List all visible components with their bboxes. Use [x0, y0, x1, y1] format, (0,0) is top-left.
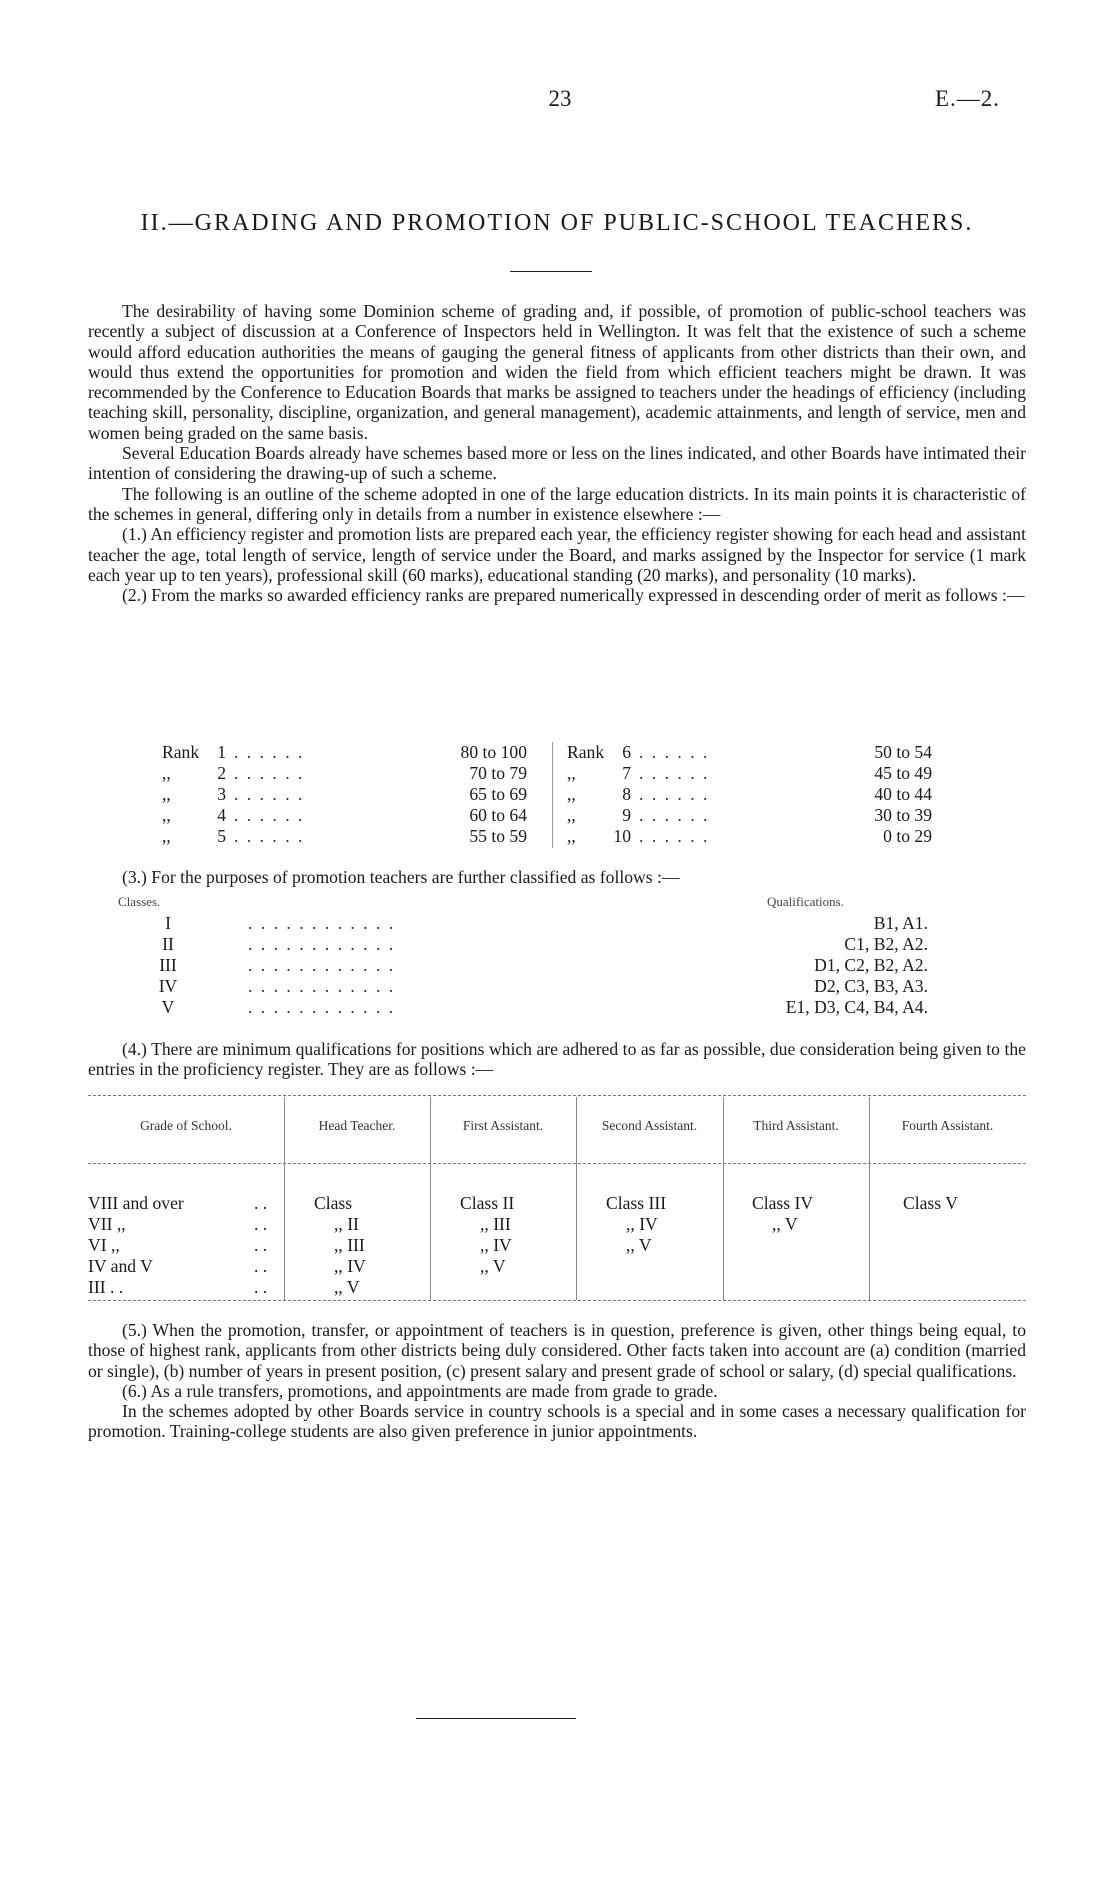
rank-row — [162, 742, 542, 763]
rank-range: 60 to 64 — [469, 805, 527, 825]
paragraph: (1.) An efficiency register and promotion lists are prepared each year, the efficiency register showing for each head and assistant teacher the age, total length of service, length of service under the Board, and marks assigned by the Inspector for service (1 mark each year up to ten years), professional skill (60 marks), educational standing (20 marks), and personality (10 marks). — [88, 524, 1026, 585]
header-second-assistant: Second Assistant. — [601, 1118, 698, 1133]
grade-cell: VI ,, — [88, 1235, 120, 1255]
rank-range: 45 to 49 — [874, 763, 932, 783]
leader-dots: . . . . . . — [639, 784, 710, 804]
rank-number: 8 — [622, 784, 631, 804]
head-teacher-cell: ,, IV — [334, 1256, 366, 1276]
title-rule — [510, 271, 592, 272]
rank-row — [567, 805, 947, 826]
class-row — [138, 934, 928, 955]
paragraph: The following is an outline of the scheme adopted in one of the large education districts. In its main points it is characteristic of the schemes in general, differing only in details from a number in existence elsewhere :— — [88, 483, 1026, 524]
class-row — [138, 913, 928, 934]
third-assistant-cell: Class IV — [752, 1193, 814, 1213]
class-row — [138, 997, 928, 1018]
rank-row — [162, 784, 542, 805]
second-assistant-cell: ,, IV — [626, 1214, 658, 1234]
header-head-teacher: Head Teacher. — [318, 1118, 396, 1133]
second-assistant-cell: ,, V — [626, 1235, 652, 1255]
paragraph-3 — [88, 867, 1026, 887]
class-row — [138, 955, 928, 976]
first-assistant-cell: ,, IV — [480, 1235, 512, 1255]
rank-range: 80 to 100 — [460, 742, 527, 762]
leader-dots: . . — [254, 1277, 268, 1297]
leader-dots: . . . . . . — [234, 805, 305, 825]
leader-dots: . . . . . . . . . . . . — [248, 934, 396, 954]
header-first-assistant: First Assistant. — [462, 1118, 544, 1133]
leader-dots: . . — [254, 1235, 268, 1255]
rank-label: ,, — [567, 763, 576, 783]
paragraph: Several Education Boards already have schemes based more or less on the lines indicated, and other Boards have intimated their intention of considering the drawing-up of such a scheme. — [88, 443, 1026, 484]
rank-row — [567, 742, 947, 763]
section-title: II.—GRADING AND PROMOTION OF PUBLIC-SCHOOL TEACHERS. — [140, 210, 974, 236]
rank-number: 1 — [217, 742, 226, 762]
leader-dots: . . — [254, 1193, 268, 1213]
class-qualification: E1, D3, C4, B4, A4. — [785, 997, 928, 1017]
leader-dots: . . . . . . — [639, 826, 710, 846]
leader-dots: . . . . . . — [639, 805, 710, 825]
leader-dots: . . . . . . — [234, 784, 305, 804]
rank-label: ,, — [162, 784, 171, 804]
rank-range: 70 to 79 — [469, 763, 527, 783]
document-code: E.—2. — [934, 86, 1000, 111]
closing-text — [88, 1320, 1026, 1442]
paragraph: (6.) As a rule transfers, promotions, and appointments are made from grade to grade. — [122, 1380, 718, 1401]
paragraph: (5.) When the promotion, transfer, or appointment of teachers is in question, preference is given, other things being equal, to those of highest rank, applicants from other districts being duly considered. Other facts taken into account are (a) condition (married or single), (b) number of years in present position, (c) present salary and present grade of school or salary, (d) special qualifications. — [88, 1320, 1026, 1381]
first-assistant-cell: Class II — [460, 1193, 515, 1213]
rank-range: 0 to 29 — [883, 826, 932, 846]
header-fourth-assistant: Fourth Assistant. — [901, 1118, 994, 1133]
paragraph: The desirability of having some Dominion scheme of grading and, if possible, of promotion of public-school teachers was recently a subject of discussion at a Conference of Inspectors held in Wellington. It was felt that the existence of such a scheme would afford education authorities the means of gauging the general fitness of applicants from other districts than their own, and would thus extend the opportunities for promotion and widen the field from which efficient teachers might be drawn. It was recommended by the Conference to Education Boards that marks be assigned to teachers under the headings of efficiency (including teaching skill, personality, discipline, organization, and general management), academic attainments, and length of service, men and women being graded on the same basis. — [88, 301, 1026, 443]
paragraph: (2.) From the marks so awarded efficiency ranks are prepared numerically expressed in descending order of merit as follows :— — [122, 585, 1025, 606]
rank-number: 7 — [622, 763, 631, 783]
rank-range: 30 to 39 — [874, 805, 932, 825]
class-name: I — [165, 913, 171, 933]
leader-dots: . . . . . . . . . . . . — [248, 976, 396, 996]
leader-dots: . . . . . . — [234, 763, 305, 783]
rank-range: 50 to 54 — [874, 742, 932, 762]
rank-label: ,, — [567, 826, 576, 846]
grade-cell: III . . — [88, 1277, 124, 1297]
rank-row — [162, 763, 542, 784]
table-header-rule — [88, 1163, 1026, 1164]
grade-cell: VII ,, — [88, 1214, 126, 1234]
leader-dots: . . . . . . . . . . . . — [248, 997, 396, 1017]
third-assistant-cell: ,, V — [772, 1214, 798, 1234]
leader-dots: . . . . . . — [639, 763, 710, 783]
rank-number: 2 — [217, 763, 226, 783]
header-third-assistant: Third Assistant. — [753, 1118, 839, 1133]
grade-cell: IV and V — [88, 1256, 153, 1276]
rank-label: Rank — [162, 742, 200, 762]
head-teacher-cell: Class — [314, 1193, 353, 1213]
paragraph: (4.) There are minimum qualifications for positions which are adhered to as far as possible, due consideration being given to the entries in the proficiency register. They are as follows :— — [88, 1039, 1026, 1080]
class-name: V — [161, 997, 175, 1017]
leader-dots: . . . . . . . . . . . . — [248, 913, 396, 933]
rank-number: 9 — [622, 805, 631, 825]
rank-range: 55 to 59 — [469, 826, 527, 846]
leader-dots: . . — [254, 1256, 268, 1276]
table-top-rule — [88, 1095, 1026, 1096]
first-assistant-cell: ,, V — [480, 1256, 506, 1276]
paragraph-4 — [88, 1039, 1026, 1080]
rank-label: ,, — [567, 784, 576, 804]
class-row — [138, 976, 928, 997]
rank-number: 5 — [217, 826, 226, 846]
class-qualification: C1, B2, A2. — [844, 934, 928, 954]
rank-row — [567, 826, 947, 847]
rank-label: ,, — [162, 805, 171, 825]
head-teacher-cell: ,, V — [334, 1277, 360, 1297]
second-assistant-cell: Class III — [606, 1193, 667, 1213]
rank-label: Rank — [567, 742, 605, 762]
header-grade: Grade of School. — [140, 1118, 232, 1133]
leader-dots: . . . . . . . . . . . . — [248, 955, 396, 975]
rank-number: 4 — [217, 805, 226, 825]
rank-row — [162, 805, 542, 826]
rank-label: ,, — [162, 826, 171, 846]
rank-range: 40 to 44 — [874, 784, 932, 804]
class-qualification: D2, C3, B3, A3. — [814, 976, 928, 996]
rank-row — [567, 763, 947, 784]
grade-cell: VIII and over — [88, 1193, 184, 1213]
leader-dots: . . . . . . — [639, 742, 710, 762]
paragraph: In the schemes adopted by other Boards service in country schools is a special and in some cases a necessary qualification for promotion. Training-college students are also given preference in junior appointments. — [88, 1401, 1026, 1442]
table-bottom-rule — [88, 1300, 1026, 1301]
class-name: III — [159, 955, 177, 975]
paragraph: (3.) For the purposes of promotion teachers are further classified as follows :— — [122, 867, 680, 887]
class-qualification: B1, A1. — [873, 913, 928, 933]
leader-dots: . . — [254, 1214, 268, 1234]
first-assistant-cell: ,, III — [480, 1214, 511, 1234]
leader-dots: . . . . . . — [234, 826, 305, 846]
grade-table — [88, 1095, 1026, 1305]
fourth-assistant-cell: Class V — [903, 1193, 958, 1213]
intro-text — [88, 301, 1026, 605]
closing-rule — [416, 1718, 576, 1719]
rank-label: ,, — [162, 763, 171, 783]
rank-label: ,, — [567, 805, 576, 825]
class-name: IV — [158, 976, 178, 996]
head-teacher-cell: ,, III — [334, 1235, 365, 1255]
class-qualification: D1, C2, B2, A2. — [814, 955, 928, 975]
rank-number: 6 — [622, 742, 631, 762]
rank-number: 10 — [613, 826, 631, 846]
page-number: 23 — [548, 86, 572, 111]
class-name: II — [162, 934, 174, 954]
classes-header: Classes. — [118, 894, 161, 909]
rank-row — [567, 784, 947, 805]
rank-number: 3 — [217, 784, 226, 804]
rank-column-left — [162, 742, 542, 847]
head-teacher-cell: ,, II — [334, 1214, 359, 1234]
rank-column-right — [567, 742, 947, 847]
rank-range: 65 to 69 — [469, 784, 527, 804]
qualifications-header: Qualifications. — [767, 894, 844, 909]
rank-row — [162, 826, 542, 847]
rank-table-divider — [552, 742, 553, 848]
leader-dots: . . . . . . — [234, 742, 305, 762]
